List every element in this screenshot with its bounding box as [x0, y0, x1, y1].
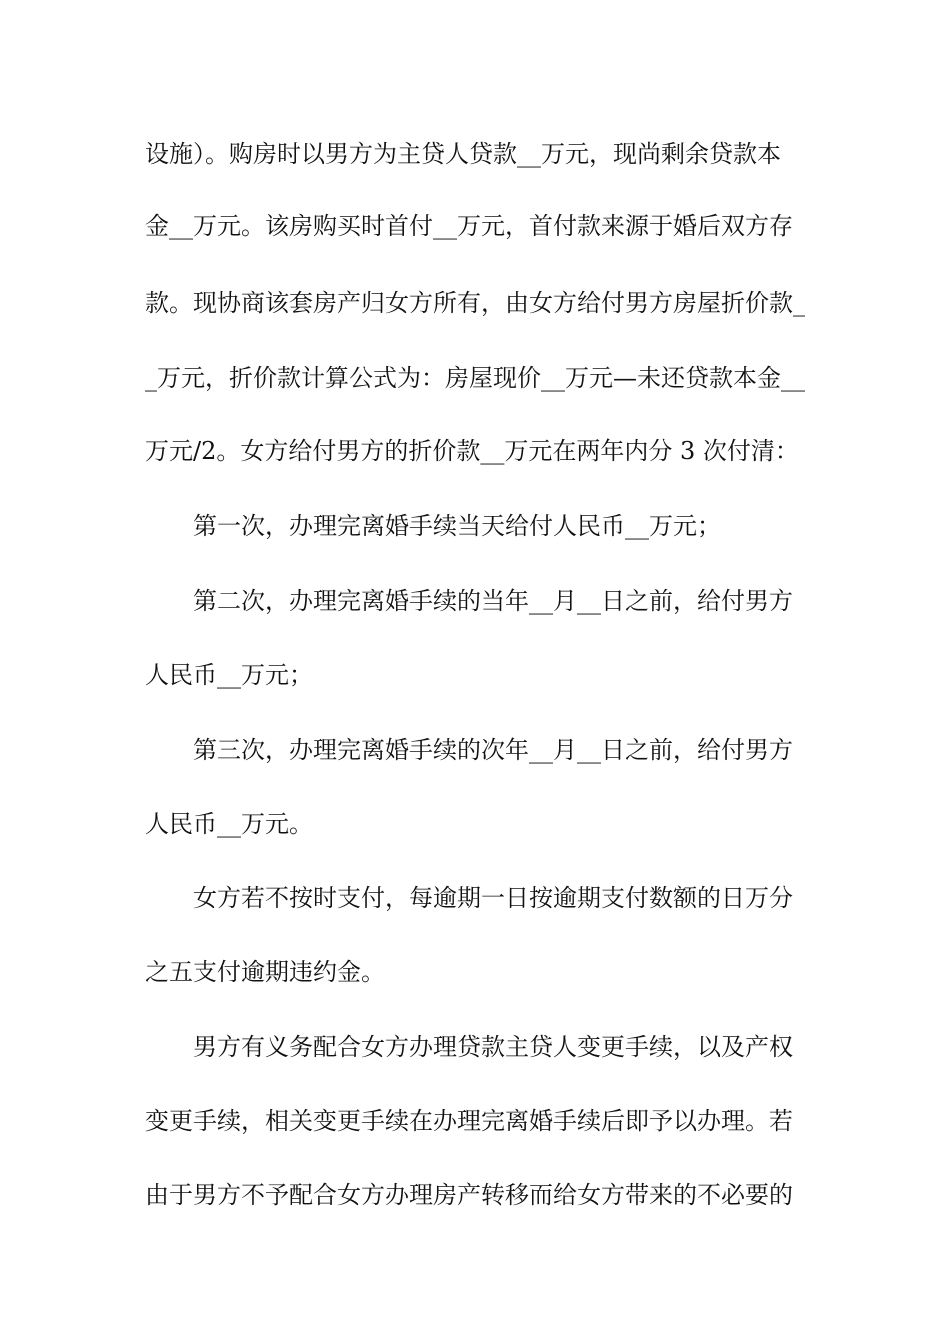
text-line: 之五支付逾期违约金。: [145, 958, 385, 986]
text-line-indented: 男方有义务配合女方办理贷款主贷人变更手续，以及产权: [193, 1033, 793, 1061]
text-line: 款。现协商该套房产归女方所有，由女方给付男方房屋折价款_: [145, 289, 805, 317]
text-line: _万元，折价款计算公式为：房屋现价__万元—未还贷款本金__: [145, 364, 805, 392]
text-line: 由于男方不予配合女方办理房产转移而给女方带来的不必要的: [145, 1181, 793, 1209]
text-line-indented: 第一次，办理完离婚手续当天给付人民币__万元；: [193, 512, 721, 540]
text-line: 人民币__万元；: [145, 661, 313, 689]
text-line: 人民币__万元。: [145, 810, 313, 838]
text-line-indented: 第三次，办理完离婚手续的次年__月__日之前，给付男方: [193, 736, 793, 764]
text-line: 金__万元。该房购买时首付__万元，首付款来源于婚后双方存: [145, 212, 793, 240]
text-line: 万元/2。女方给付男方的折价款__万元在两年内分 3 次付清：: [145, 437, 799, 465]
text-line: 变更手续，相关变更手续在办理完离婚手续后即予以办理。若: [145, 1107, 793, 1135]
text-line-indented: 女方若不按时支付，每逾期一日按逾期支付数额的日万分: [193, 884, 793, 912]
text-line: 设施）。购房时以男方为主贷人贷款__万元，现尚剩余贷款本: [145, 140, 781, 168]
text-line-indented: 第二次，办理完离婚手续的当年__月__日之前，给付男方: [193, 587, 793, 615]
